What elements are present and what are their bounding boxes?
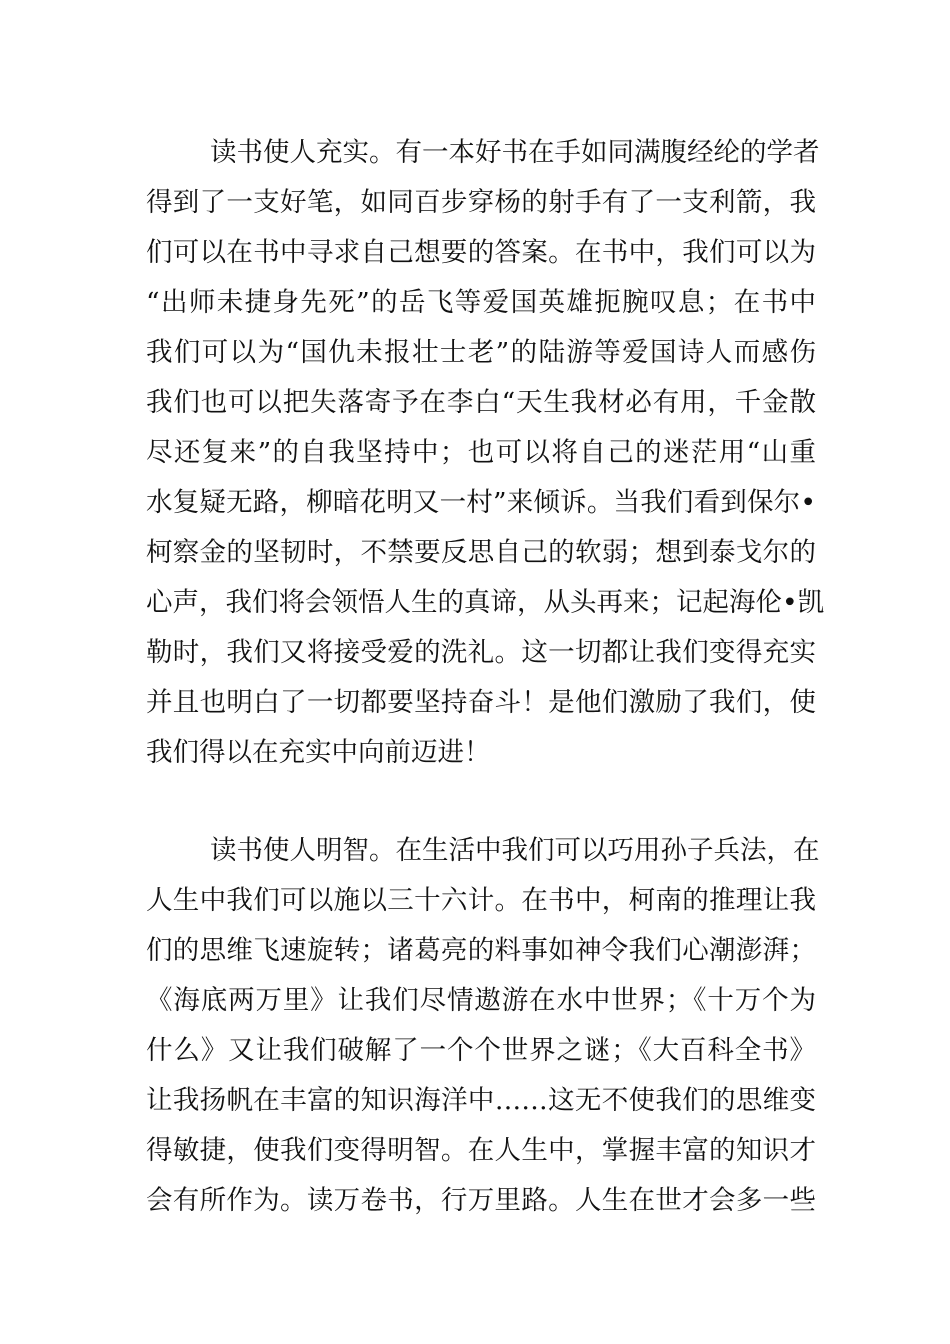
text-line: 人生中我们可以施以三十六计。在书中，柯南的推理让我 xyxy=(146,885,816,916)
text-line: 并且也明白了一切都要坚持奋斗！是他们激励了我们，使 xyxy=(146,687,816,718)
text-line: 勒时，我们又将接受爱的洗礼。这一切都让我们变得充实 xyxy=(146,637,816,668)
paragraph-reading-wisdom xyxy=(146,826,820,1226)
text-line: 会有所作为。读万卷书，行万里路。人生在世才会多一些 xyxy=(146,1185,816,1216)
text-line: 水复疑无路，柳暗花明又一村”来倾诉。当我们看到保尔• xyxy=(146,487,816,518)
paragraph-reading-enriches xyxy=(146,128,825,778)
text-line: 尽还复来”的自我坚持中；也可以将自己的迷茫用“山重 xyxy=(146,437,816,468)
text-line: 我们可以为“国仇未报壮士老”的陆游等爱国诗人而感伤 xyxy=(146,337,816,368)
text-line: 我们也可以把失落寄予在李白“天生我材必有用，千金散 xyxy=(146,387,816,418)
text-line: 《海底两万里》让我们尽情遨游在水中世界；《十万个为 xyxy=(146,985,816,1016)
text-line: 得敏捷，使我们变得明智。在人生中，掌握丰富的知识才 xyxy=(146,1135,816,1166)
text-line: 什么》又让我们破解了一个个世界之谜；《大百科全书》 xyxy=(146,1035,816,1066)
text-line: 们可以在书中寻求自己想要的答案。在书中，我们可以为 xyxy=(146,237,816,268)
text-line: “出师未捷身先死”的岳飞等爱国英雄扼腕叹息；在书中 xyxy=(146,287,816,318)
text-line: 们的思维飞速旋转；诸葛亮的料事如神令我们心潮澎湃； xyxy=(146,935,816,966)
text-line: 得到了一支好笔，如同百步穿杨的射手有了一支利箭，我 xyxy=(146,187,816,218)
text-line: 我们得以在充实中向前迈进！ xyxy=(146,737,491,768)
text-line: 心声，我们将会领悟人生的真谛，从头再来；记起海伦•凯 xyxy=(146,587,825,618)
text-line: 读书使人明智。在生活中我们可以巧用孙子兵法，在 xyxy=(210,835,820,866)
text-line: 让我扬帆在丰富的知识海洋中……这无不使我们的思维变 xyxy=(146,1085,816,1116)
text-line: 读书使人充实。有一本好书在手如同满腹经纶的学者 xyxy=(210,137,820,168)
text-line: 柯察金的坚韧时，不禁要反思自己的软弱；想到泰戈尔的 xyxy=(146,537,816,568)
